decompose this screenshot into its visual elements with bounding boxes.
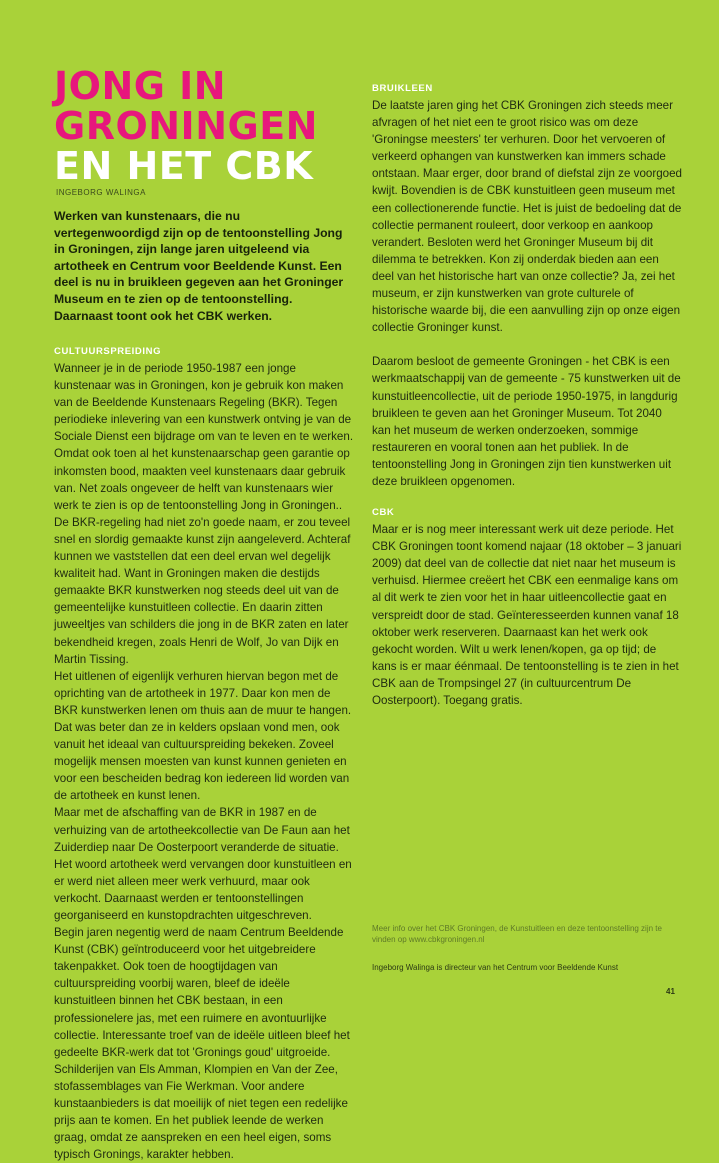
right-column: [372, 66, 682, 709]
body-paragraph: Maar met de afschaffing van de BKR in 1987 en de verhuizing van de artotheekcollectie van De Faun aan het Zuiderdiep naar De Oosterpoort veranderde de situatie. Het woord artotheek werd vervangen door kunstuitleen en er werd niet alleen meer werk verhuurd, maar ook verkocht. Daarnaast werden er tentoonstellingen georganiseerd en kunstopdrachten uitgeschreven.: [54, 806, 352, 922]
author-credit: Ingeborg Walinga is directeur van het Centrum voor Beeldende Kunst: [372, 963, 619, 972]
body-paragraph: De BKR-regeling had niet zo'n goede naam, er zou teveel snel en slordig gemaakte kunst zijn aangeleverd. Achteraf kunnen we vaststellen dat een deel ervan wel degelijk kwaliteit had. Want in Groningen maken die destijds gemaakte BKR kunstwerken nog steeds deel uit van de gemeentelijke kunstuitleen collectie. En daarin zitten juweeltjes van schilders die jong in de BKR zaten en later bekendheid kregen, zoals Henri de Wolf, Jo van Dijk en Martin Tissing.: [54, 515, 351, 666]
body-paragraph: Het uitlenen of eigenlijk verhuren hiervan begon met de oprichting van de artotheek in 1977. Daar kon men de BKR kunstwerken lenen om thuis aan de muur te hangen. Dat was beter dan ze in kelders opslaan vond men, ook vanuit het ideaal van cultuurspreiding bekeken. Zoveel mogelijk mensen moesten van kunst kunnen genieten en voor een bescheiden bedrag kon iedereen lid worden van de artotheek en kunst lenen.: [54, 669, 352, 803]
title-line-3: EN HET CBK: [54, 144, 314, 188]
section-heading-cbk: CBK: [372, 507, 395, 519]
title-line-1: JONG IN: [54, 64, 227, 108]
section-heading-bruikleen: BRUIKLEEN: [372, 83, 433, 94]
paragraph-spacer: [372, 336, 682, 353]
body-paragraph: Daarom besloot de gemeente Groningen - het CBK is een werkmaatschappij van de gemeente - 75 kunstwerken uit de kunstuitleencollectie, uit de periode 1950-1975, in langdurig bruikleen te geven aan het Groninger Museum. Tot 2040 kan het museum de werken onderzoeken, sommige restaureren en vooral tonen aan het publiek. In de tentoonstelling Jong in Groningen zijn tien kunstwerken uit deze bruikleen opgenomen.: [372, 355, 681, 488]
body-paragraph: Wanneer je in de periode 1950-1987 een jonge kunstenaar was in Groningen, kon je gebruik kon maken van de Beeldende Kunstenaars Regeling (BKR). Tegen periodieke inlevering van een kunstwerk ontving je van de Sociale Dienst een bijdrage om van te leven en te werken. Omdat ook toen al het kunstenaarschap geen garantie op inkomsten bood, maakten veel kunstenaars daar gebruik van. Net zoals ongeveer de helft van kunstenaars wier werk te zien is op de tentoonstelling Jong in Groningen..: [54, 362, 354, 512]
title-line-2: GRONINGEN: [54, 104, 318, 148]
body-paragraph: Begin jaren negentig werd de naam Centrum Beeldende Kunst (CBK) geïntroduceerd voor het uitgebreidere takenpakket. Ook toen de hoogtijdagen van cultuurspreiding voorbij waren, bleef de ideële kunstuitleen binnen het CBK bestaan, in een professionelere jas, met een ruimere en avontuurlijke collectie. Interessante troef van de ideële uitleen bleef het gedeelte BKR-werk dat tot 'Gronings goud' uitgroeide. Schilderijen van Els Amman, Klompien en Van der Zee, stofassemblages van Fie Werkman. Voor andere kunstaanbieders is dat moeilijk of niet tegen een redelijke prijs aan te komen. En het publiek leende de werken graag, omdat ze aanspreken en een heel eigen, soms typisch Gronings, karakter hebben.: [54, 926, 350, 1162]
lead-paragraph: Werken van kunstenaars, die nu vertegenwoordigd zijn op de tentoonstelling Jong in Groningen, zijn lange jaren uitgeleend via artotheek en Centrum voor Beeldende Kunst. Een deel is nu in bruikleen gegeven aan het Groninger Museum en te zien op de tentoonstelling. Daarnaast toont ook het CBK werken.: [54, 209, 344, 323]
left-column: [54, 346, 354, 1163]
column-spacer: [372, 66, 682, 83]
body-paragraph: De laatste jaren ging het CBK Groningen zich steeds meer afvragen of het niet een te groot risico was om deze 'Groningse meesters' ter verhuren. Door het vervoeren of verkeerd ophangen van kunstwerken kan immers schade ontstaan. Maar erger, door brand of diefstal zijn ze voorgoed kwijt. Bovendien is de CBK kunstuitleen geen museum met een collectionerende functie. Het is juist de bedoeling dat de collectie permanent rouleert, door verkoop en aankoop verandert. Besloten werd het Groninger Museum bij dit dilemma te betrekken. Kon zij onderdak bieden aan een deel van het historische hart van onze collectie? Ja, zei het museum, er zijn kunstwerken van grote culturele of historische waarde bij, die een aanvulling zijn op onze eigen collectie Groninger kunst.: [372, 99, 682, 335]
paragraph-spacer: [372, 490, 682, 507]
info-note: Meer info over het CBK Groningen, de Kunstuitleen en deze tentoonstelling zijn te vinden op www.cbkgroningen.nl: [372, 924, 662, 944]
body-paragraph: Maar er is nog meer interessant werk uit deze periode. Het CBK Groningen toont komend najaar (18 oktober – 3 januari 2009) dat deel van de collectie dat niet naar het museum is verhuisd. Hiermee creëert het CBK een eenmalige kans om al dit werk te zien voor het in haar uitleencollectie gaat en verspreidt door de stad. Geïnteresseerden kunnen vanaf 18 oktober werk reserveren. Daarnaast kan het werk ook gekocht worden. Wilt u werk lenen/kopen, ga op tijd; de kans is er maar éénmaal. De tentoonstelling is te zien in het CBK aan de Trompsingel 27 (in cultuurcentrum De Oosterpoort). Toegang gratis.: [372, 523, 682, 707]
page-number: 41: [666, 987, 675, 996]
author-byline: INGEBORG WALINGA: [56, 188, 146, 197]
section-heading-cultuurspreiding: CULTUURSPREIDING: [54, 346, 162, 357]
